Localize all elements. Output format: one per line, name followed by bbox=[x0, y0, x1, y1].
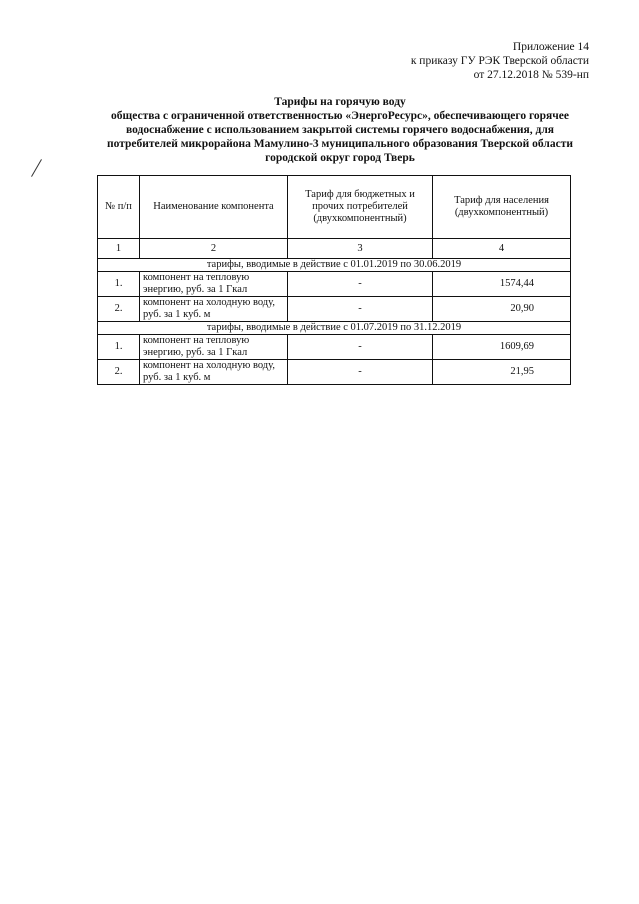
row-name: компонент на холодную воду, руб. за 1 куб. м bbox=[140, 360, 288, 385]
appendix-header bbox=[411, 40, 589, 82]
period-row bbox=[98, 322, 571, 335]
column-number: 2 bbox=[140, 239, 288, 259]
header-name: Наименование компонента bbox=[140, 176, 288, 239]
table-row bbox=[98, 297, 571, 322]
row-num: 2. bbox=[98, 297, 140, 322]
table-row bbox=[98, 360, 571, 385]
title-line-1: Тарифы на горячую воду bbox=[274, 96, 406, 108]
row-population: 21,95 bbox=[433, 360, 571, 385]
tariff-table bbox=[97, 175, 571, 385]
title-line-2: общества с ограниченной ответственностью «ЭнергоРесурс», обеспечивающего горячее bbox=[111, 110, 569, 122]
appendix-number: Приложение 14 bbox=[512, 41, 589, 53]
table-header-row bbox=[98, 176, 571, 239]
row-population: 1609,69 bbox=[433, 335, 571, 360]
order-reference: к приказу ГУ РЭК Тверской области bbox=[410, 55, 589, 67]
column-number: 3 bbox=[288, 239, 433, 259]
header-population: Тариф для населения (двухкомпонентный) bbox=[433, 176, 571, 239]
row-name: компонент на тепловую энергию, руб. за 1 Гкал bbox=[140, 272, 288, 297]
title-line-4: потребителей микрорайона Мамулино-3 муниципального образования Тверской области bbox=[107, 138, 573, 150]
row-name: компонент на холодную воду, руб. за 1 куб. м bbox=[140, 297, 288, 322]
row-name: компонент на тепловую энергию, руб. за 1 Гкал bbox=[140, 335, 288, 360]
document-title bbox=[60, 95, 620, 165]
row-budget: - bbox=[288, 360, 433, 385]
row-budget: - bbox=[288, 297, 433, 322]
table-row bbox=[98, 335, 571, 360]
column-number: 1 bbox=[98, 239, 140, 259]
row-population: 20,90 bbox=[433, 297, 571, 322]
period-label: тарифы, вводимые в действие с 01.01.2019 по 30.06.2019 bbox=[98, 259, 571, 272]
row-budget: - bbox=[288, 335, 433, 360]
order-date: от 27.12.2018 № 539-нп bbox=[473, 69, 589, 81]
row-num: 1. bbox=[98, 335, 140, 360]
row-budget: - bbox=[288, 272, 433, 297]
period-label: тарифы, вводимые в действие с 01.07.2019 по 31.12.2019 bbox=[98, 322, 571, 335]
title-line-5: городской округ город Тверь bbox=[265, 152, 415, 164]
row-num: 1. bbox=[98, 272, 140, 297]
header-budget: Тариф для бюджетных и прочих потребителей (двухкомпонентный) bbox=[288, 176, 433, 239]
row-population: 1574,44 bbox=[433, 272, 571, 297]
column-number: 4 bbox=[433, 239, 571, 259]
column-number-row bbox=[98, 239, 571, 259]
title-line-3: водоснабжение с использованием закрытой системы горячего водоснабжения, для bbox=[125, 124, 554, 136]
period-row bbox=[98, 259, 571, 272]
pen-mark bbox=[31, 159, 42, 177]
header-num: № п/п bbox=[98, 176, 140, 239]
table-row bbox=[98, 272, 571, 297]
row-num: 2. bbox=[98, 360, 140, 385]
